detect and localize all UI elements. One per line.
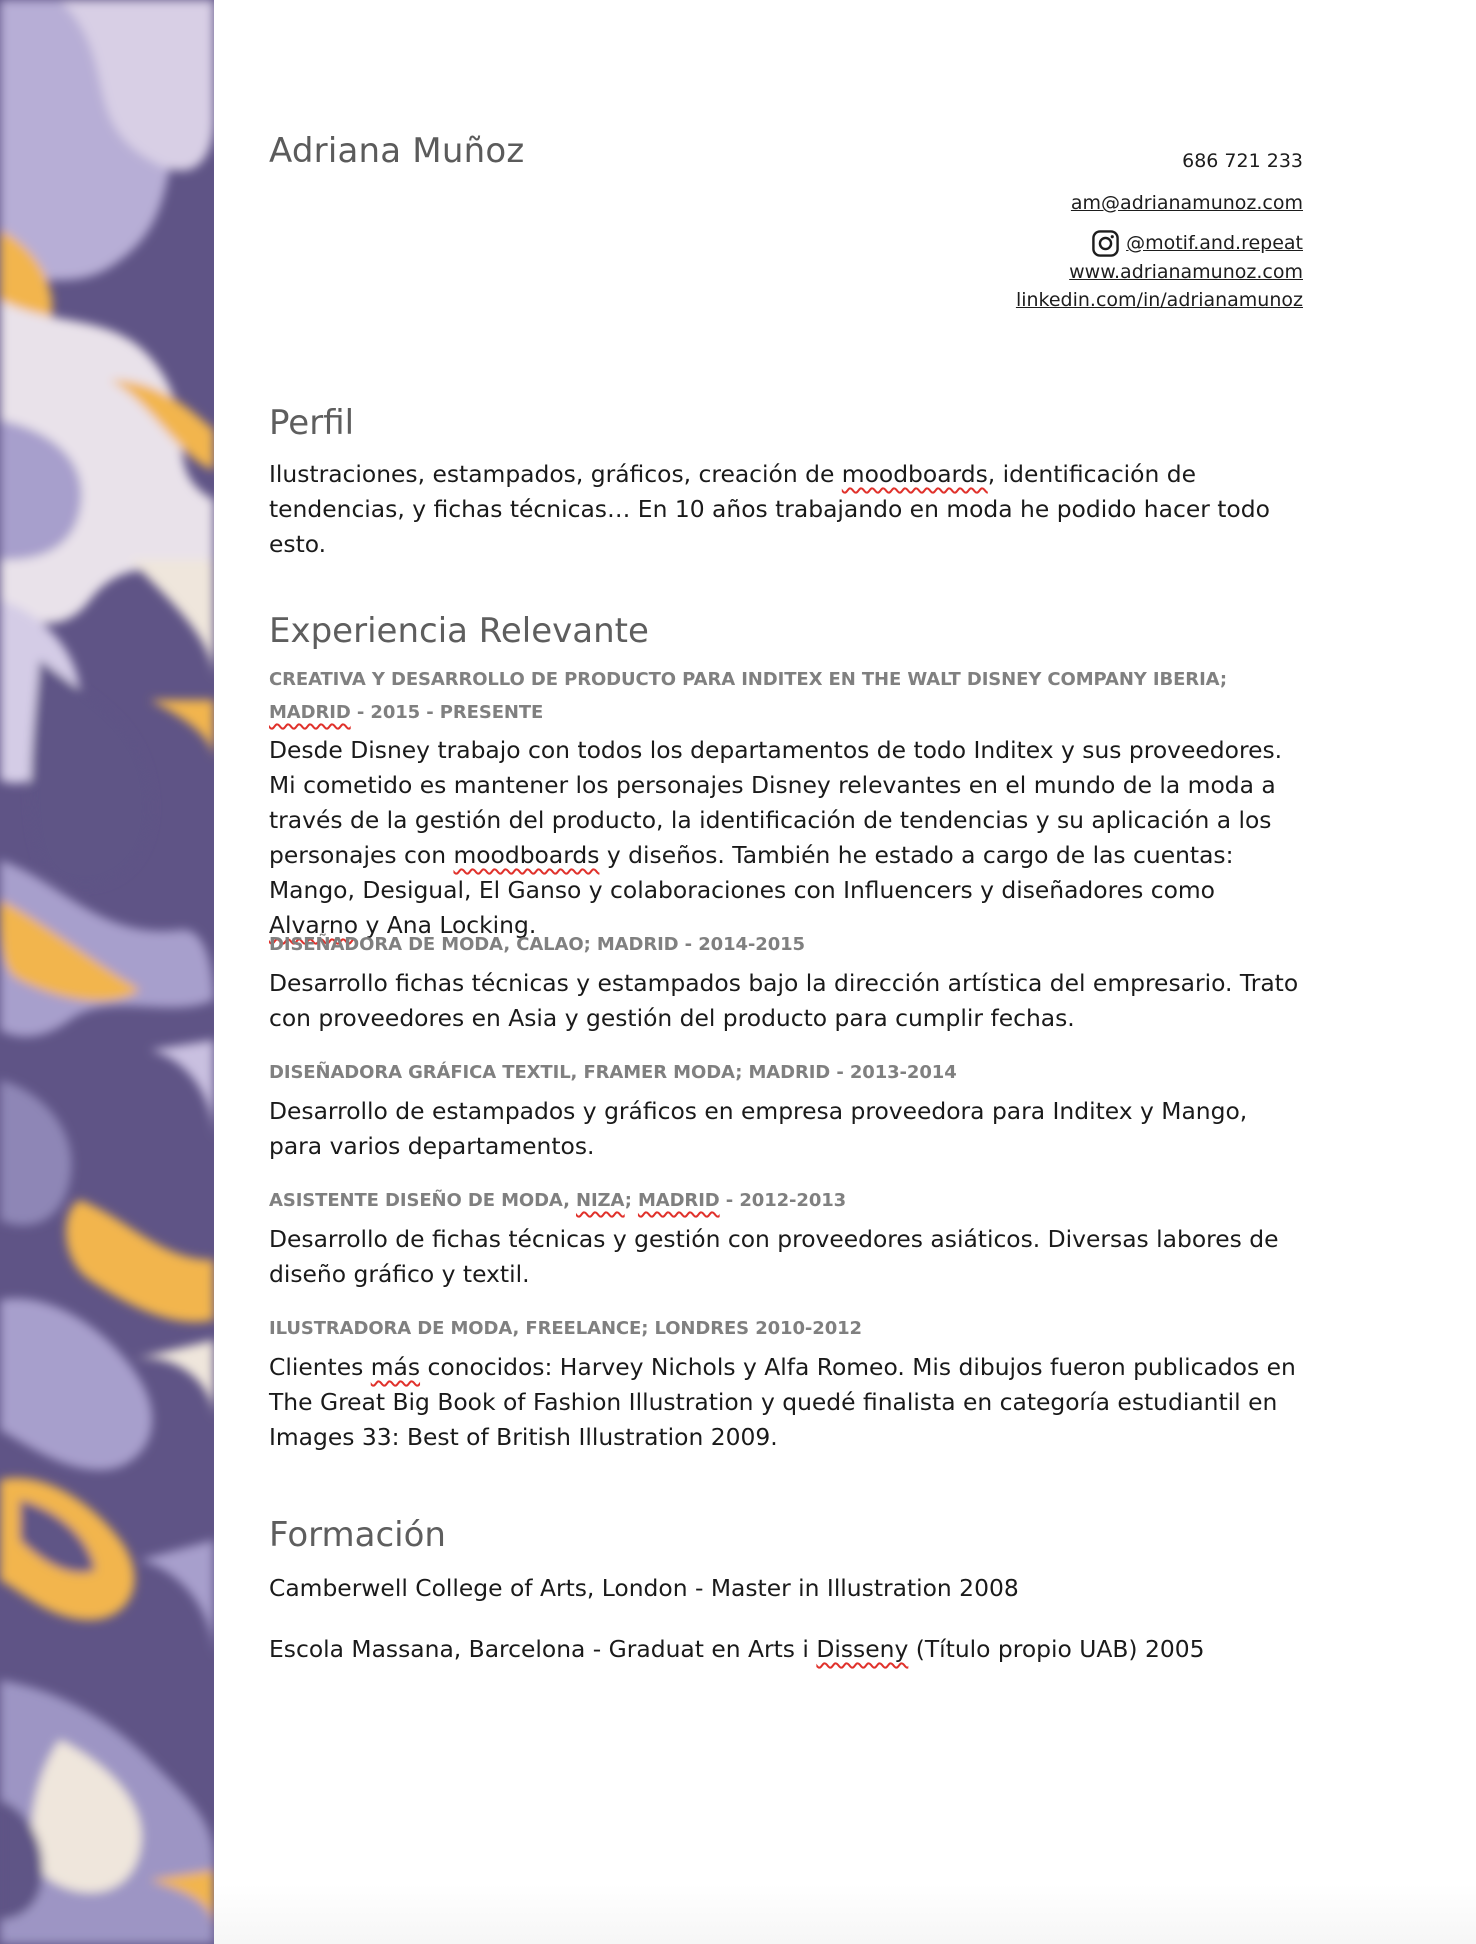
- perfil-text: Ilustraciones, estampados, gráficos, creación de moodboards, identificación de tendencias, y fichas técnicas… En 10 años trabajando en moda he podido hacer todo esto.: [269, 460, 1270, 558]
- resume-page: [269, 0, 1303, 1944]
- job-title-disney: CREATIVA Y DESARROLLO DE PRODUCTO PARA INDITEX EN THE WALT DISNEY COMPANY IBERIA; MADRID - 2015 - PRESENTE: [269, 669, 1227, 723]
- job-title-freelance: ILUSTRADORA DE MODA, FREELANCE; LONDRES 2010-2012: [269, 1318, 862, 1339]
- job-title-framer: DISEÑADORA GRÁFICA TEXTIL, FRAMER MODA; MADRID - 2013-2014: [269, 1062, 957, 1083]
- job-title-calao: DISEÑADORA DE MODA, CALAO; MADRID - 2014-2015: [269, 934, 805, 955]
- linkedin-link[interactable]: linkedin.com/in/adrianamunoz: [1015, 289, 1303, 311]
- decorative-marble-strip: [0, 0, 214, 1944]
- job-desc-framer: Desarrollo de estampados y gráficos en empresa proveedora para Inditex y Mango, para varios departamentos.: [269, 1097, 1248, 1160]
- email-link[interactable]: am@adrianamunoz.com: [1070, 192, 1303, 214]
- section-title-formacion: Formación: [269, 1515, 446, 1555]
- section-title-experiencia: Experiencia Relevante: [269, 611, 649, 651]
- job-desc-niza: Desarrollo de fichas técnicas y gestión con proveedores asiáticos. Diversas labores de diseño gráfico y textil.: [269, 1225, 1279, 1288]
- website-link[interactable]: www.adrianamunoz.com: [1069, 261, 1303, 283]
- contact-block: [1016, 147, 1303, 314]
- instagram-icon: [1091, 232, 1126, 254]
- job-desc-calao: Desarrollo fichas técnicas y estampados bajo la dirección artística del empresario. Trato con proveedores en Asia y gestión del producto para cumplir fechas.: [269, 969, 1299, 1032]
- job-desc-freelance: Clientes más conocidos: Harvey Nichols y Alfa Romeo. Mis dibujos fueron publicados en The Great Big Book of Fashion Illustration y quedé finalista en categoría estudiantil en Images 33: Best of British Illustration 2009.: [269, 1353, 1296, 1451]
- section-title-perfil: Perfil: [269, 403, 355, 443]
- job-desc-disney: Desde Disney trabajo con todos los departamentos de todo Inditex y sus proveedores. Mi cometido es mantener los personajes Disney relevantes en el mundo de la moda a través de la gestión del producto, la identificación de tendencias y su aplicación a los personajes con moodboards y diseños. También he estado a cargo de las cuentas: Mango, Desigual, El Ganso y colaboraciones con Influencers y diseñadores como Alvarno y Ana Locking.: [269, 736, 1283, 939]
- instagram-row: [1016, 229, 1303, 258]
- education-item: Camberwell College of Arts, London - Master in Illustration 2008: [269, 1574, 1019, 1602]
- phone-number: 686 721 233: [1182, 150, 1303, 172]
- education-item: Escola Massana, Barcelona - Graduat en Arts i Disseny (Título propio UAB) 2005: [269, 1635, 1205, 1663]
- candidate-name: Adriana Muñoz: [269, 131, 525, 171]
- instagram-link[interactable]: @motif.and.repeat: [1126, 232, 1303, 254]
- job-title-niza: ASISTENTE DISEÑO DE MODA, NIZA; MADRID - 2012-2013: [269, 1190, 847, 1211]
- page-bottom-shadow: [214, 1884, 1476, 1944]
